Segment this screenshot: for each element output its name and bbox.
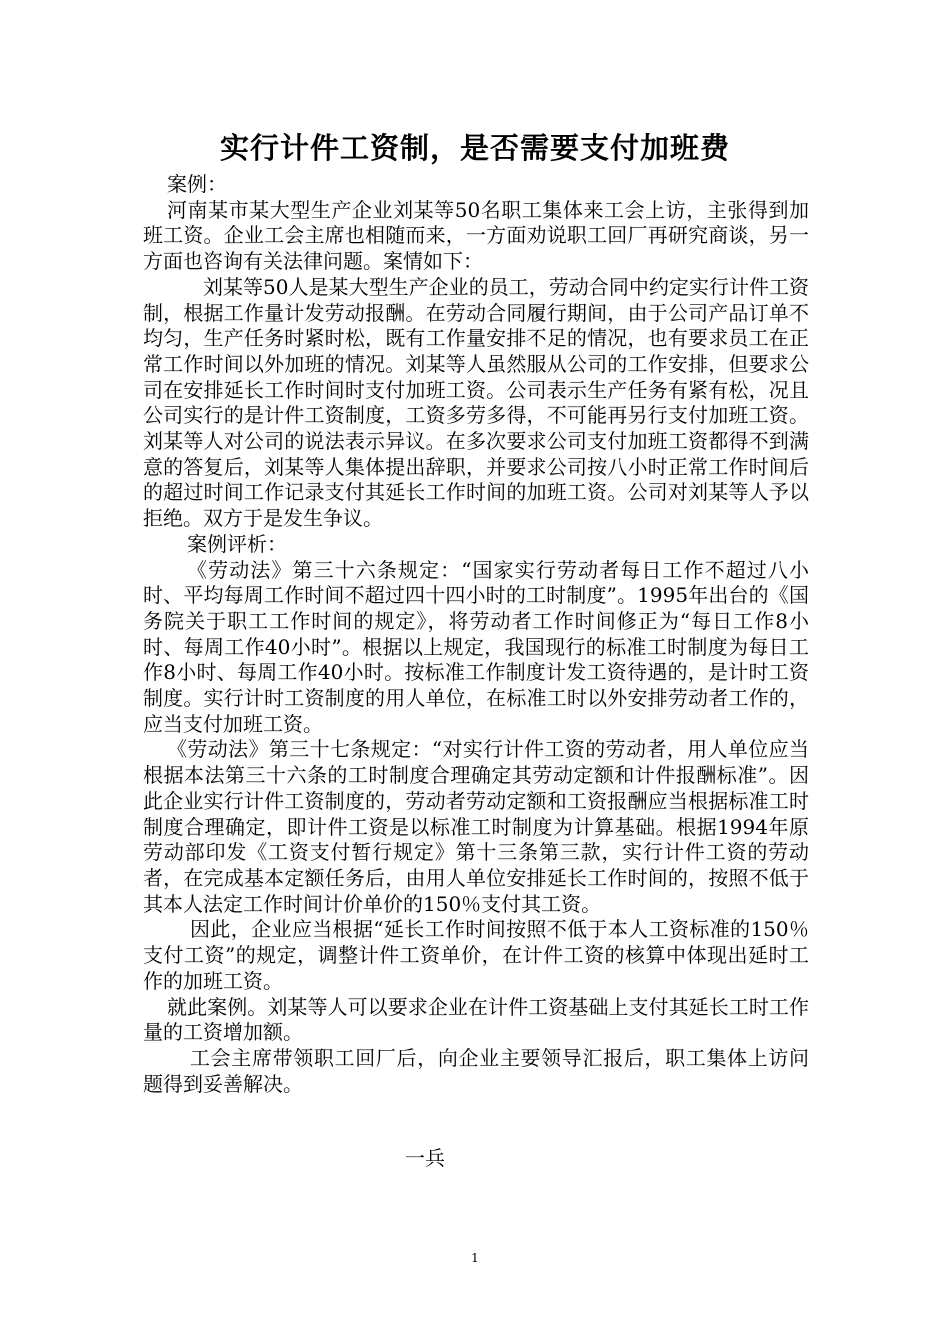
paragraph-case-label: 案例：	[167, 172, 227, 196]
document-body	[143, 172, 809, 1097]
author-signature: 一兵	[405, 1146, 445, 1170]
paragraph-article-36: 《劳动法》第三十六条规定：“国家实行劳动者每日工作不超过八小时、平均每周工作时间不超过四十四小时的工时制度”。1995年出台的《国务院关于职工工作时间的规定》，将劳动者工作时间修正为“每日工作8小时、每周工作40小时”。根据以上规定，我国现行的标准工时制度为每日工作8小时、每周工作40小时。按标准工作制度计发工资待遇的，是计时工资制度。实行计时工资制度的用人单位，在标准工时以外安排劳动者工作的，应当支付加班工资。	[143, 557, 809, 736]
paragraph-case-outcome: 就此案例。刘某等人可以要求企业在计件工资基础上支付其延长工时工作量的工资增加额。	[143, 994, 809, 1045]
paragraph-resolution: 工会主席带领职工回厂后，向企业主要领导汇报后，职工集体上访问题得到妥善解决。	[143, 1045, 809, 1096]
paragraph-analysis-label: 案例评析：	[187, 531, 287, 556]
paragraph-case-intro: 河南某市某大型生产企业刘某等50名职工集体来工会上访，主张得到加班工资。企业工会主席也相随而来，一方面劝说职工回厂再研究商谈，另一方面也咨询有关法律问题。案情如下：	[143, 197, 809, 274]
page-number: 1	[471, 1251, 479, 1265]
paragraph-case-details: 刘某等50人是某大型生产企业的员工，劳动合同中约定实行计件工资制，根据工作量计发劳动报酬。在劳动合同履行期间，由于公司产品订单不均匀，生产任务时紧时松，既有工作量安排不足的情况，也有要求员工在正常工作时间以外加班的情况。刘某等人虽然服从公司的工作安排，但要求公司在安排延长工作时间时支付加班工资。公司表示生产任务有紧有松，况且公司实行的是计件工资制度，工资多劳多得，不可能再另行支付加班工资。刘某等人对公司的说法表示异议。在多次要求公司支付加班工资都得不到满意的答复后，刘某等人集体提出辞职，并要求公司按八小时正常工作时间后的超过时间工作记录支付其延长工作时间的加班工资。公司对刘某等人予以拒绝。双方于是发生争议。	[143, 274, 809, 531]
document-title: 实行计件工资制，是否需要支付加班费	[219, 131, 730, 165]
paragraph-conclusion: 因此，企业应当根据“延长工作时间按照不低于本人工资标准的150％支付工资”的规定，调整计件工资单价，在计件工资的核算中体现出延时工作的加班工资。	[143, 917, 809, 993]
paragraph-article-37: 《劳动法》第三十七条规定：“对实行计件工资的劳动者，用人单位应当根据本法第三十六条的工时制度合理确定其劳动定额和计件报酬标准”。因此企业实行计件工资制度的，劳动者劳动定额和工资报酬应当根据标准工时制度合理确定，即计件工资是以标准工时制度为计算基础。根据1994年原劳动部印发《工资支付暂行规定》第十三条第三款，实行计件工资的劳动者，在完成基本定额任务后，由用人单位安排延长工作时间的，按照不低于其本人法定工作时间计价单价的150％支付其工资。	[143, 737, 809, 916]
